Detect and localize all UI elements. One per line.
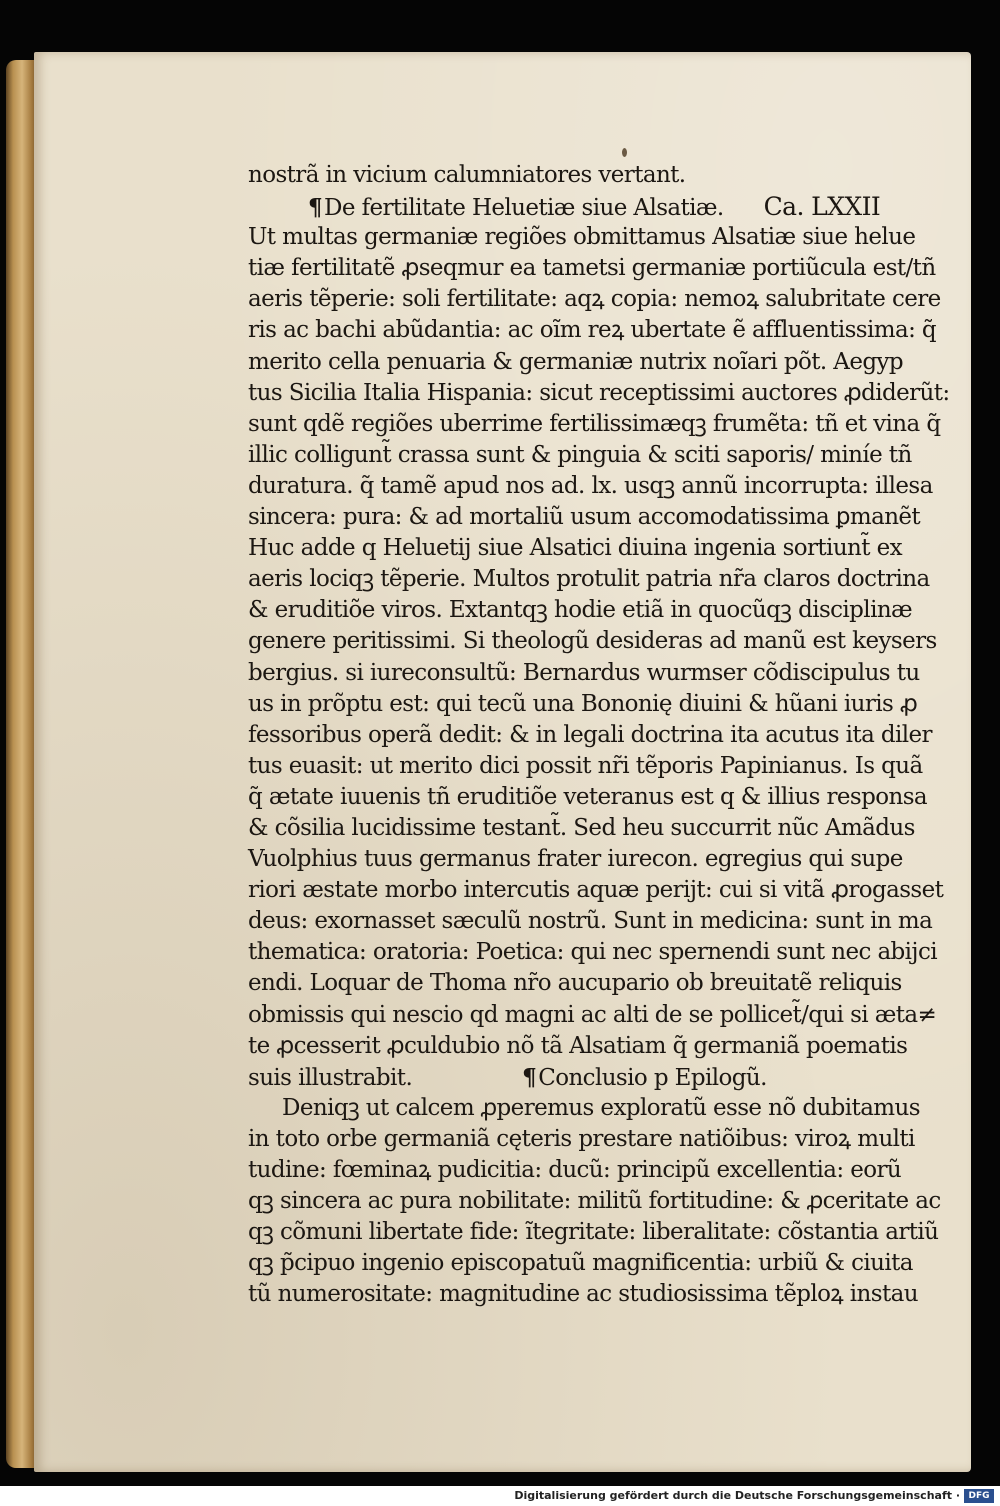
funding-credit: Digitalisierung gefördert durch die Deutsche Forschungsgemeinschaft · <box>514 1489 960 1502</box>
chapter-number: Ca. LXXII <box>763 192 881 222</box>
closing-text: suis illustrabit. <box>248 1064 413 1091</box>
text-line: sincera: pura: & ad mortaliũ usum accomodatissima ꝑmanẽt <box>248 504 921 531</box>
text-line: qꝫ p̃cipuo ingenio episcopatuũ magnificentia: urbiũ & ciuita <box>248 1250 913 1277</box>
text-line: sunt qdẽ regiões uberrime fertilissimæqꝫ frumẽta: tñ et vina q̃ <box>248 410 941 437</box>
text-line: te ꝓcesserit ꝓculdubio nõ tã Alsatiam q̃ germaniã poematis <box>248 1032 908 1059</box>
text-line: tus Sicilia Italia Hispania: sicut receptissimi auctores ꝓdiderũt: <box>248 379 950 406</box>
closing-line <box>248 1062 938 1093</box>
text-line: tiæ fertilitatẽ ꝓseqmur ea tametsi germaniæ portiũcula est/tñ <box>248 255 936 282</box>
text-block <box>248 160 950 1310</box>
text-line: illic colligunt̃ crassa sunt & pinguia & sciti saporis/ miníe tñ <box>248 441 912 468</box>
pilcrow-icon: ¶ <box>522 1063 537 1091</box>
text-line: thematica: oratoria: Poetica: qui nec spernendi sunt nec abijci <box>248 939 938 966</box>
text-line: nostrã in vicium calumniatores vertant. <box>248 162 686 188</box>
text-line: qꝫ cõmuni libertate fide: ĩtegritate: liberalitate: cõstantia artiũ <box>248 1219 939 1246</box>
text-line: obmissis qui nescio qd magni ac alti de se pollicet̃/qui si æta≠ <box>248 1001 937 1028</box>
text-line: us in prõptu est: qui tecũ una Bononię diuini & hũani iuris ꝓ <box>248 690 918 717</box>
text-line: merito cella penuaria & germaniæ nutrix noĩari põt. Aegyp <box>248 348 903 375</box>
text-line: tũ numerositate: magnitudine ac studiosissima tẽploꝝ instau <box>248 1281 918 1308</box>
text-line: tus euasit: ut merito dici possit nr̃i tẽporis Papinianus. Is quã <box>248 752 923 779</box>
text-line: aeris tẽperie: soli fertilitate: aqꝝ copia: nemoꝝ salubritate cere <box>248 286 941 313</box>
chapter-heading <box>248 191 938 222</box>
text-line: Huc adde q Heluetij siue Alsatici diuina ingenia sortiunt̃ ex <box>248 535 902 562</box>
text-line: genere peritissimi. Si theologũ desideras ad manũ est keysers <box>248 628 937 655</box>
text-line: Ut multas germaniæ regiões obmittamus Alsatiæ siue helue <box>248 224 916 251</box>
text-line: riori æstate morbo intercutis aquæ perijt: cui si vitã ꝓrogasset <box>248 877 944 904</box>
text-line: & eruditiõe viros. Extantqꝫ hodie etiã in quocũqꝫ disciplinæ <box>248 597 913 624</box>
text-line: aeris lociqꝫ tẽperie. Multos protulit patria nr̃a claros doctrina <box>248 566 930 593</box>
text-line: qꝫ sincera ac pura nobilitate: militũ fortitudine: & ꝓceritate ac <box>248 1188 941 1215</box>
text-line: fessoribus operã dedit: & in legali doctrina ita acutus ita diler <box>248 721 932 748</box>
text-line: ris ac bachi abũdantia: ac oĩm reꝝ ubertate ẽ affluentissima: q̃ <box>248 317 937 344</box>
text-line: bergius. si iureconsultũ: Bernardus wurmser cõdiscipulus tu <box>248 659 920 686</box>
text-line: in toto orbe germaniã cęteris prestare natiõibus: viroꝝ multi <box>248 1125 915 1152</box>
pilcrow-icon: ¶ <box>308 194 323 222</box>
text-line: tudine: fœminaꝝ pudicitia: ducũ: principũ excellentia: eorũ <box>248 1157 902 1183</box>
footer-bar <box>0 1486 1000 1506</box>
conclusion-heading <box>522 1065 767 1091</box>
conclusion-heading-text: Conclusio p Epilogũ. <box>538 1064 767 1091</box>
text-line: duratura. q̃ tamẽ apud nos ad. lx. usqꝫ annũ incorrupta: illesa <box>248 472 933 499</box>
paper-blemish <box>622 148 627 157</box>
text-line: deus: exornasset sæculũ nostrũ. Sunt in medicina: sunt in ma <box>248 908 933 935</box>
dfg-logo-icon: DFG <box>964 1489 994 1503</box>
text-line: Vuolphius tuus germanus frater iurecon. egregius qui supe <box>248 846 903 873</box>
text-line: endi. Loquar de Thoma nr̃o aucupario ob breuitatẽ reliquis <box>248 970 902 997</box>
text-line: & cõsilia lucidissime testant̃. Sed heu succurrit nũc Amãdus <box>248 814 915 841</box>
text-line: q̃ ætate iuuenis tñ eruditiõe veteranus est q & illius responsa <box>248 783 928 810</box>
text-line: Deniqꝫ ut calcem ꝓperemus exploratũ esse nõ dubitamus <box>282 1094 920 1121</box>
chapter-heading-text: De fertilitate Heluetiæ siue Alsatiæ. <box>324 195 724 222</box>
